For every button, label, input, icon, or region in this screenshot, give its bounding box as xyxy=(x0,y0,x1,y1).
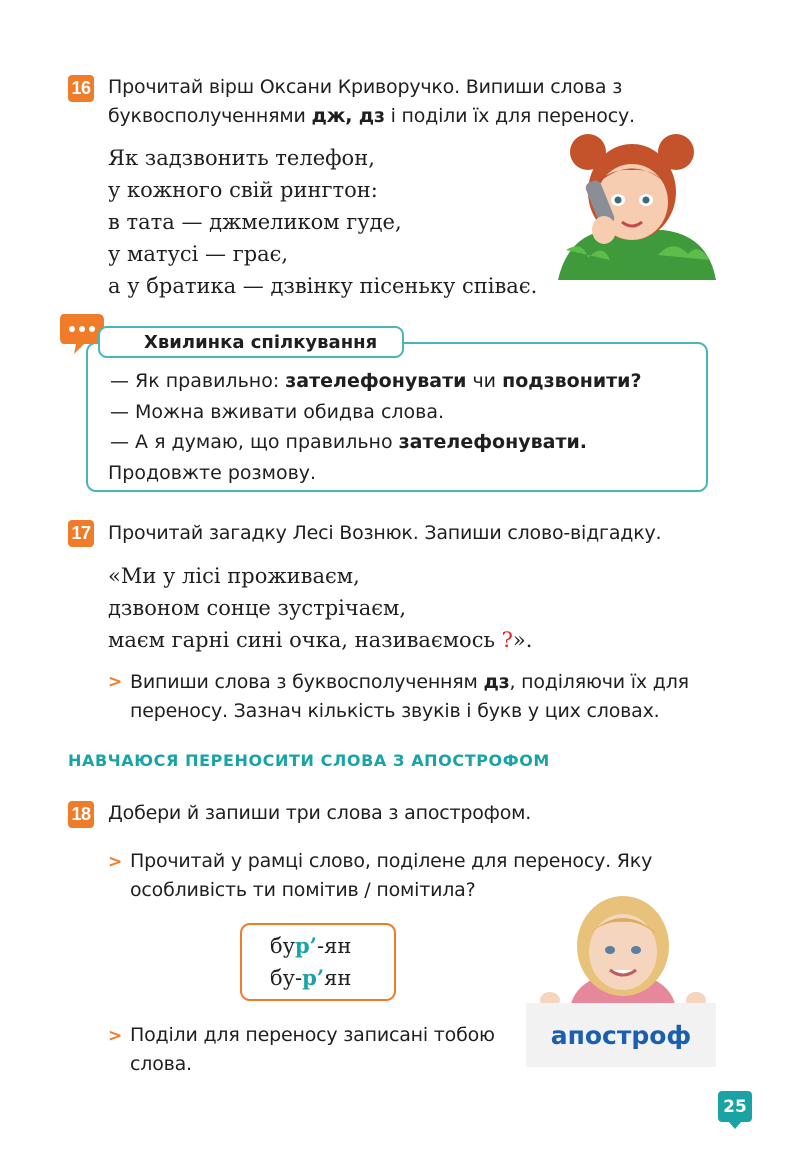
poem-line: а у братика — дзвінку пісеньку співає. xyxy=(108,274,538,298)
poem xyxy=(108,142,537,302)
dialogue-line-4: Продовжте розмову. xyxy=(108,461,317,484)
frame-word-2: бу-р’ян xyxy=(270,965,352,990)
riddle-line: маєм гарні сині очка, називаємось ?». xyxy=(108,628,533,652)
bullet-arrow-icon: > xyxy=(108,852,123,872)
bullet-arrow-icon: > xyxy=(108,1026,123,1046)
apostrophe-sign: апостроф xyxy=(526,1003,716,1067)
riddle-question-mark: ? xyxy=(501,628,513,652)
task-16-instructions xyxy=(108,73,635,131)
word-frame xyxy=(240,923,396,1001)
page-number: 25 xyxy=(718,1091,752,1122)
task-16-line-2: буквосполученнями дж, дз і поділи їх для переносу. xyxy=(108,105,635,127)
subtask-line-1: Прочитай у рамці слово, поділене для переносу. Яку xyxy=(130,850,653,872)
task-number-18: 18 xyxy=(68,801,94,828)
girl-sign-illustration xyxy=(540,896,706,1008)
poem-line: у матусі — грає, xyxy=(108,242,289,266)
page-number-tail-icon xyxy=(728,1121,742,1129)
task-17-instructions: Прочитай загадку Лесі Вознюк. Запиши слово-відгадку. xyxy=(108,522,662,544)
subtask-line-1: Випиши слова з буквосполученням дз, поділяючи їх для xyxy=(130,671,689,693)
dialogue-line-2: — Можна вживати обидва слова. xyxy=(110,400,445,423)
task-18-instructions: Добери й запиши три слова з апострофом. xyxy=(108,802,532,824)
task-number-16: 16 xyxy=(68,75,94,102)
bullet-arrow-icon: > xyxy=(108,672,123,692)
subtask-line-2: слова. xyxy=(130,1053,192,1075)
task-17-subtask xyxy=(130,668,689,726)
section-title: НАВЧАЮСЯ ПЕРЕНОСИТИ СЛОВА З АПОСТРОФОМ xyxy=(68,751,550,770)
subtask-line-1: Поділи для переносу записані тобою xyxy=(130,1024,495,1046)
dialogue-line-3: — А я думаю, що правильно зателефонувати. xyxy=(110,431,588,453)
dialogue-line-1: — Як правильно: зателефонувати чи подзвонити? xyxy=(110,370,642,392)
poem-line: у кожного свій рингтон: xyxy=(108,178,378,202)
communication-title: Хвилинка спілкування xyxy=(98,326,404,358)
subtask-line-2: особливість ти помітив / помітила? xyxy=(130,879,476,901)
riddle-line: «Ми у лісі проживаєм, xyxy=(108,564,360,588)
communication-dialogue xyxy=(110,366,642,488)
riddle xyxy=(108,560,532,656)
poem-line: в тата — джмеликом гуде, xyxy=(108,210,402,234)
girl-phone-illustration xyxy=(548,130,718,280)
frame-word-1: бур’-ян xyxy=(270,933,352,958)
subtask-line-2: переносу. Зазнач кількість звуків і букв у цих словах. xyxy=(130,700,660,722)
riddle-line: дзвоном сонце зустрічаєм, xyxy=(108,596,407,620)
poem-line: Як задзвонить телефон, xyxy=(108,146,375,170)
task-18-subtask-2 xyxy=(130,1021,495,1079)
task-number-17: 17 xyxy=(68,520,94,547)
task-16-line-1: Прочитай вірш Оксани Криворучко. Випиши слова з xyxy=(108,76,623,98)
